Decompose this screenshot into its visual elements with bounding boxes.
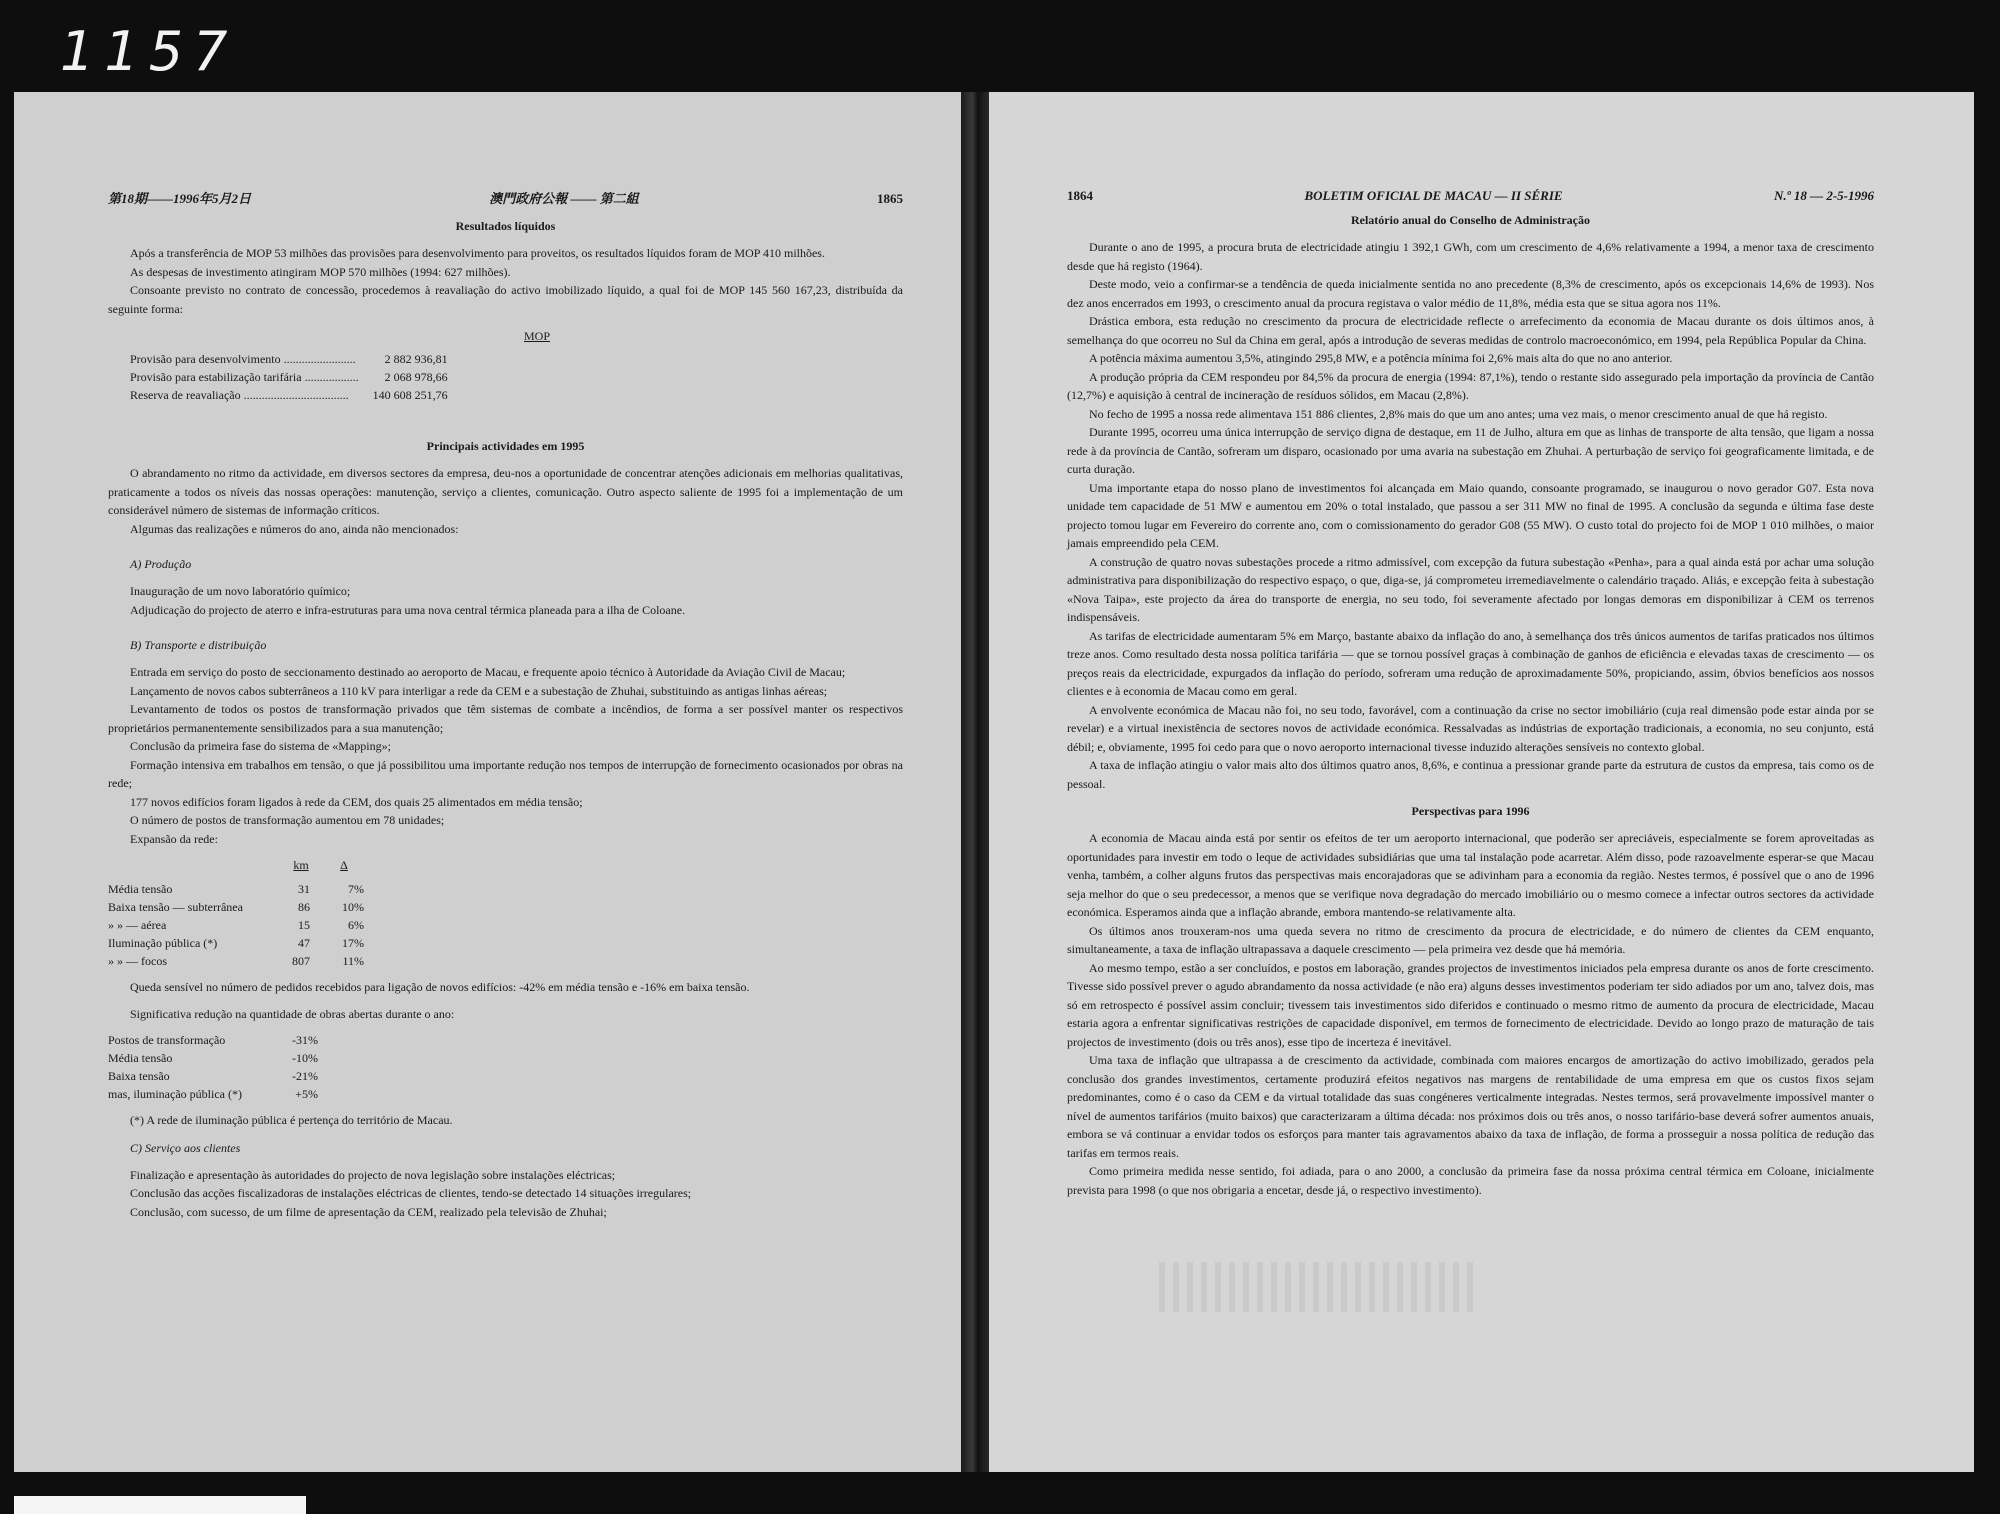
left-header-publication: 澳門政府公報 —— 第二組 — [489, 191, 639, 206]
list-item: Inauguração de um novo laboratório químico; — [130, 584, 351, 598]
left-page-content — [108, 216, 903, 1221]
table-row — [108, 916, 370, 934]
paragraph: Após a transferência de MOP 53 milhões das provisões para desenvolvimento para proveitos, os resultados líquidos foram de MOP 410 milhões. — [130, 246, 825, 260]
table-cell-km: 47 — [298, 936, 310, 950]
table-row — [108, 898, 370, 916]
paragraph: Uma importante etapa do nosso plano de investimentos foi alcançada em Maio quando, consoante programado, se inaugurou o novo gerador G07. Esta nova unidade tem capacidade de 51 MW e aumentou em 20% o total instalado, que passou a ser 311 MW no final de 1995. A conclusão da segunda e última fase deste projecto tomou lugar em Fevereiro do corrente ano, com o comissionamento do gerador G08 (55 MW). O custo total do projecto foi de MOP 1 010 milhões, o maior jamais empreendido pela CEM. — [1067, 480, 1874, 550]
list-item: Adjudicação do projecto de aterro e infra-estruturas para uma nova central térmica planeada para a ilha de Coloane. — [130, 602, 686, 617]
paragraph: As tarifas de electricidade aumentaram 5% em Março, bastante abaixo da inflação do ano, à semelhança dos três únicos aumentos de tarifas praticados nos últimos treze anos. Como resultado desta nossa política tarifária — que se tornou possível graças à combinação de ganhos de eficiência e elevadas taxas de crescimento — os preços reais da electricidade, expurgados da inflação do período, sofreram uma redução de aproximadamente 50%, propiciando, assim, óbvios benefícios aos nossos clientes e à economia de Macau como em geral. — [1067, 628, 1874, 698]
right-page — [989, 92, 1974, 1472]
paragraph: A taxa de inflação atingiu o valor mais alto dos últimos quatro anos, 8,6%, e continua a pressionar grande parte da estrutura de custos da empresa, tais como os de pessoal. — [1067, 758, 1874, 791]
report-title: Relatório anual do Conselho de Administração — [1350, 213, 1590, 227]
paragraph: A construção de quatro novas subestações procede a ritmo admissível, com excepção da futura subestação «Penha», para a qual ainda está por achar uma solução administrativa para disponibilização do respectivo espaço, o que, diga-se, já comprometeu irremediavelmente o calendário traçado. Aliás, e excepção feita à subestação «Nova Taipa», este projecto da área do transporte de energia, no seu todo, foi severamente afectado por longas demoras em disponibilizar à CEM os terrenos indispensáveis. — [1067, 554, 1874, 624]
table-row — [130, 368, 454, 386]
paragraph: A economia de Macau ainda está por sentir os efeitos de ter um aeroporto internacional, que poderão ser apreciáveis, especialmente se forem aproveitadas as oportunidades para investir em todo o leque de actividades subsidiárias que uma tal instalação pode acarretar. Além disso, pode razoavelmente esperar-se que Macau venha, também, a colher alguns frutos das perspectivas mais encorajadoras que se adivinham para a economia da região. Nestes termos, é possível que o ano de 1996 seja melhor do que o seu predecessor, a menos que se verifique nova degradação do mercado imobiliário ou o mesmo comece a infectar outros sectores da actividade económica. Esperamos ainda que a inflação abrande, embora mantendo-se relativamente alta. — [1067, 831, 1874, 919]
mop-table — [130, 350, 454, 404]
subsection-producao: A) Produção — [130, 557, 192, 571]
paragraph: A produção própria da CEM respondeu por 84,5% da procura de energia (1994: 87,1%), tendo o restante sido assegurado pela importação da província de Cantão (12,7%) e aquisição à central de incineração de resíduos sólidos, em Macau (2,8%). — [1067, 369, 1874, 402]
list-item: Levantamento de todos os postos de transformação privados que têm sistemas de combate a incêndios, de forma a ser possível manter os respectivos proprietários permanentemente sensibilizados para a sua manutenção; — [108, 702, 903, 735]
table-cell-delta: 6% — [348, 918, 364, 932]
table-cell-value: 2 882 936,81 — [384, 352, 448, 366]
table-row — [130, 386, 454, 404]
table-row — [108, 1049, 324, 1067]
list-item: Entrada em serviço do posto de seccionamento destinado ao aeroporto de Macau, e frequente apoio técnico à Autoridade da Aviação Civil de Macau; — [130, 665, 846, 679]
paragraph: Os últimos anos trouxeram-nos uma queda severa no ritmo de crescimento da procura de electricidade, e do número de clientes da CEM enquanto, simultaneamente, a taxa de inflação ultrapassava a daquele crescimento — pela primeira vez desde que há memória. — [1067, 923, 1874, 956]
table-cell-value: -10% — [292, 1051, 318, 1065]
list-item: Conclusão da primeira fase do sistema de «Mapping»; — [130, 739, 391, 753]
bleed-through-mark — [1159, 1262, 1479, 1312]
right-header-page-number: 1864 — [1067, 188, 1093, 203]
right-page-content — [1067, 210, 1874, 1199]
paragraph: Deste modo, veio a confirmar-se a tendência de queda inicialmente sentida no ano precedente (8,3% de crescimento, após os excepcionais 14,6% de 1993). Nos dez anos encerrados em 1993, o crescimento anual da procura registava o valor médio de 11,8%, média esta que se situa agora nos 11%. — [1067, 277, 1874, 310]
paragraph: Durante 1995, ocorreu uma única interrupção de serviço digna de destaque, em 11 de Julho, altura em que as linhas de transporte de alta tensão, que ligam a nossa rede à da província de Cantão, sofreram um disparo, ocasionado por uma avaria na subestação em Zhuhai. A perturbação de serviço foi geograficamente limitada, e de curta duração. — [1067, 425, 1874, 476]
table-cell-label: » » — aérea — [108, 918, 167, 932]
right-page-header — [1067, 188, 1874, 206]
network-expansion-table — [108, 856, 370, 970]
subsection-clientes: C) Serviço aos clientes — [130, 1140, 241, 1155]
section-title-resultados: Resultados líquidos — [455, 219, 556, 233]
table-cell-label: » » — focos — [108, 954, 167, 968]
column-header-delta: Δ — [340, 858, 348, 872]
table-cell-value: -21% — [292, 1069, 318, 1083]
column-header-km: km — [293, 858, 309, 872]
table-cell-value: -31% — [292, 1033, 318, 1047]
list-item: 177 novos edifícios foram ligados à rede da CEM, dos quais 25 alimentados em média tensão; — [130, 794, 583, 809]
table-row — [108, 1067, 324, 1085]
frame-number: 1157 — [60, 20, 238, 83]
paragraph: Consoante previsto no contrato de concessão, procedemos à reavaliação do activo imobilizado líquido, a qual foi de MOP 145 560 167,23, distribuída da seguinte forma: — [108, 283, 903, 316]
list-item: Significativa redução na quantidade de obras abertas durante o ano: — [130, 1006, 455, 1021]
list-item: Finalização e apresentação às autoridades do projecto de nova legislação sobre instalações eléctricas; — [130, 1167, 616, 1182]
left-header-issue: 第18期——1996年5月2日 — [108, 191, 252, 206]
paragraph: No fecho de 1995 a nossa rede alimentava 151 886 clientes, 2,8% mais do que um ano antes; uma vez mais, o menor crescimento anual de que há registo. — [1089, 406, 1828, 421]
table-cell-delta: 11% — [342, 954, 364, 968]
table-cell-label: Baixa tensão — [108, 1069, 170, 1083]
table-cell-label: Média tensão — [108, 882, 173, 896]
paragraph: O abrandamento no ritmo da actividade, em diversos sectores da empresa, deu-nos a oportunidade de concentrar atenções adicionais em melhorias qualitativas, praticamente a todos os níveis das nossas operações: manutenção, serviço a clientes, comunicação. Outro aspecto saliente de 1995 foi a implementação de um considerável número de sistemas de informação críticos. — [108, 466, 903, 517]
book-gutter — [961, 92, 989, 1472]
paragraph: Algumas das realizações e números do ano, ainda não mencionados: — [130, 521, 459, 536]
table-cell-km: 86 — [298, 900, 310, 914]
right-header-publication: BOLETIM OFICIAL DE MACAU — II SÉRIE — [1304, 188, 1563, 203]
table-cell-label: Provisão para estabilização tarifária .................. — [130, 370, 359, 384]
list-item: Expansão da rede: — [130, 831, 218, 846]
table-cell-value: 140 608 251,76 — [372, 388, 448, 402]
table-cell-delta: 10% — [342, 900, 364, 914]
obras-table — [108, 1031, 324, 1103]
table-header-row — [108, 856, 370, 880]
paragraph: Drástica embora, esta redução no crescimento da procura de electricidade reflecte o arrefecimento da economia de Macau durante os dois últimos anos, à semelhança do que ocorreu no Sul da China em geral, após a introdução de severas medidas de controlo macroeconómico, em 1994, pela República Popular da China. — [1067, 314, 1874, 347]
list-item: Lançamento de novos cabos subterrâneos a 110 kV para interligar a rede da CEM e a subestação de Zhuhai, substituindo as antigas linhas aéreas; — [130, 683, 828, 698]
list-item: Conclusão, com sucesso, de um filme de apresentação da CEM, realizado pela televisão de Zhuhai; — [130, 1204, 607, 1219]
table-cell-delta: 17% — [342, 936, 364, 950]
right-header-issue: N.º 18 — 2-5-1996 — [1774, 188, 1874, 203]
table-cell-km: 807 — [292, 954, 310, 968]
list-item: Formação intensiva em trabalhos em tensão, o que já possibilitou uma importante redução nos tempos de interrupção de fornecimento ocasionados por obras na rede; — [108, 757, 903, 790]
paragraph: Ao mesmo tempo, estão a ser concluídos, e postos em laboração, grandes projectos de investimentos iniciados pela empresa durante os anos de forte crescimento. Tivesse sido possível prever o agudo abrandamento da nossa actividade (e não era) alguns desses investimentos poderiam ter sido adiados por um ano, talvez dois, mas só em retrospecto é possível assim concluir; tivessem tais investimentos sido diferidos e continuado o mesmo ritmo de aumento da procura de electricidade, Macau estaria agora a enfrentar significativas restrições de capacidade disponível, em termos de fornecimento de electricidade. Devido ao longo prazo de maturação de tais projectos de investimento (dois ou três anos), esse tipo de incerteza é inevitável. — [1067, 960, 1874, 1049]
left-header-page-number: 1865 — [877, 191, 903, 206]
table-cell-label: Baixa tensão — subterrânea — [108, 900, 243, 914]
table-cell-label: Provisão para desenvolvimento ........................ — [130, 352, 356, 366]
table-cell-label: mas, iluminação pública (*) — [108, 1087, 242, 1101]
table-cell-delta: 7% — [348, 882, 364, 896]
table-cell-km: 31 — [298, 882, 310, 896]
table-cell-label: Iluminação pública (*) — [108, 936, 218, 950]
paragraph: Uma taxa de inflação que ultrapassa a de crescimento da actividade, combinada com maiores encargos de amortização do activo imobilizado, gerados pela conclusão dos grandes investimentos, certamente produzirá efeitos negativos nas margens de rentabilidade de uma empresa em que os custos fixos sejam predominantes, como é o caso da CEM e da virtual totalidade das suas congéneres verticalmente integradas. Nestes termos, será provavelmente impossível manter o nível de aumentos tarifários (muito baixos) que caracterizaram a última década: nos próximos dois ou três anos, o nosso tarifário-base deverá sofrer aumentos anuais, embora se vá continuar a envidar todos os esforços para manter tais agravamentos abaixo da taxa de inflação, de forma a prosseguir a nossa política de redução das tarifas em termos reais. — [1067, 1053, 1874, 1160]
table-cell-label: Reserva de reavaliação ................................... — [130, 388, 349, 402]
table-cell-value: +5% — [295, 1087, 318, 1101]
list-item: Conclusão das acções fiscalizadoras de instalações eléctricas de clientes, tendo-se detectado 14 situações irregulares; — [130, 1186, 692, 1200]
table-row — [108, 880, 370, 898]
section-title-perspectivas: Perspectivas para 1996 — [1411, 804, 1530, 818]
table-cell-value: 2 068 978,66 — [384, 370, 448, 384]
paragraph: A envolvente económica de Macau não foi, no seu todo, favorável, com a continuação da crise no sector imobiliário (cuja real dimensão pode estar ainda por se revelar) e a virtual inexistência de sectores novos de actividade económica. Ressalvadas as indústrias de exportação tradicionais, a economia, no seu conjunto, está débil; e, obviamente, 1995 foi cedo para que o novo aeroporto internacional tivesse induzido alterações sensíveis no contexto global. — [1067, 702, 1874, 754]
paragraph: Como primeira medida nesse sentido, foi adiada, para o ano 2000, a conclusão da primeira fase da nossa próxima central térmica em Coloane, inicialmente prevista para 1998 (o que nos obrigaria a encetar, desde já, o respectivo investimento). — [1067, 1164, 1874, 1197]
table-row — [108, 952, 370, 970]
paragraph: As despesas de investimento atingiram MOP 570 milhões (1994: 627 milhões). — [130, 264, 511, 279]
table-row — [108, 934, 370, 952]
paragraph: Durante o ano de 1995, a procura bruta de electricidade atingiu 1 392,1 GWh, com um crescimento de 4,6% relativamente a 1994, a menor taxa de crescimento desde que há registo (1964). — [1067, 240, 1874, 273]
table-row — [108, 1085, 324, 1103]
table-cell-km: 15 — [298, 918, 310, 932]
list-item: Queda sensível no número de pedidos recebidos para ligação de novos edifícios: -42% em média tensão e -16% em baixa tensão. — [130, 980, 750, 994]
left-page — [14, 92, 961, 1472]
paragraph: A potência máxima aumentou 3,5%, atingindo 295,8 MW, e a potência mínima foi 2,6% mais alta do que no ano anterior. — [1089, 351, 1673, 365]
footnote: (*) A rede de iluminação pública é pertença do território de Macau. — [130, 1113, 453, 1127]
table-cell-label: Média tensão — [108, 1051, 173, 1065]
table-cell-label: Postos de transformação — [108, 1033, 226, 1047]
mop-table-header: MOP — [523, 329, 550, 343]
list-item: O número de postos de transformação aumentou em 78 unidades; — [130, 813, 445, 827]
section-title-actividades: Principais actividades em 1995 — [426, 439, 585, 453]
subsection-transporte: B) Transporte e distribuição — [130, 638, 267, 652]
table-row — [130, 350, 454, 368]
left-page-header — [108, 188, 903, 206]
table-row — [108, 1031, 324, 1049]
film-edge-strip — [14, 1496, 306, 1514]
